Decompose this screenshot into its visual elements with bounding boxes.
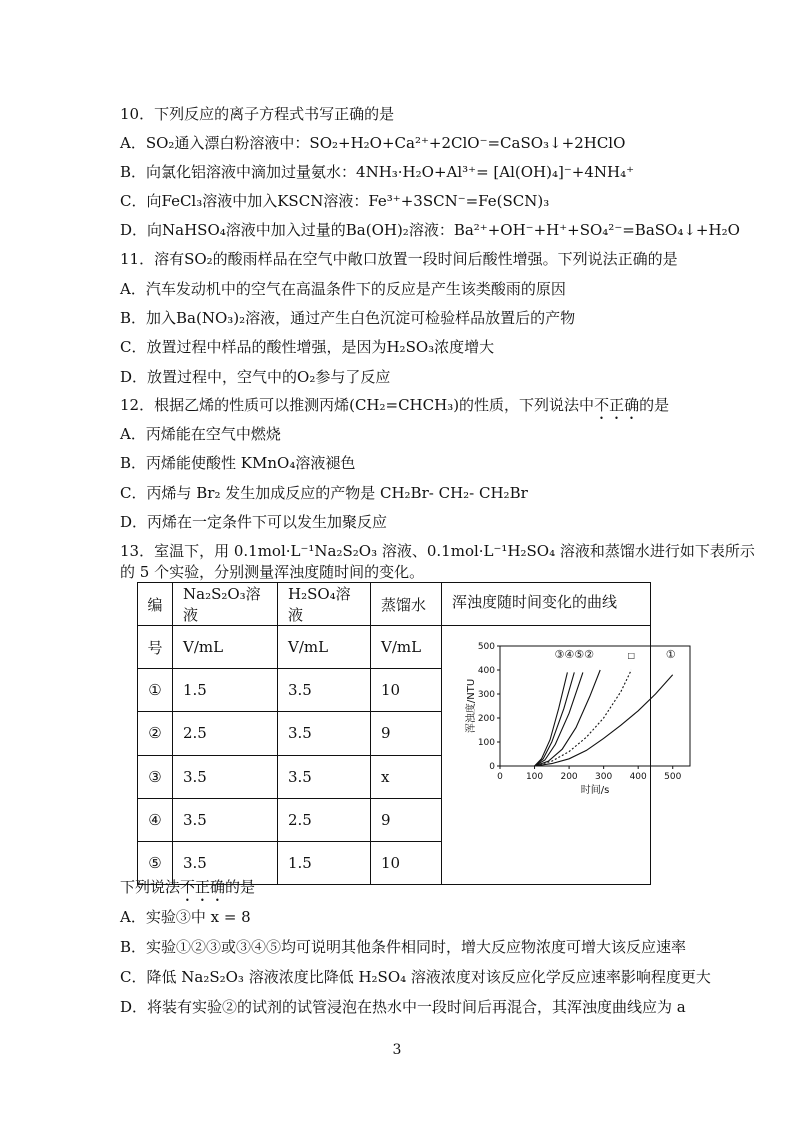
- row-3-h2so4: 3.5: [278, 755, 371, 798]
- page-number: 3: [392, 1042, 402, 1058]
- x-tick-label: 200: [560, 772, 578, 782]
- series-line-③: [500, 672, 567, 766]
- q10-option-b: B．向氯化铝溶液中滴加过量氨水：4NH₃·H₂O+Al³⁺= [Al(OH)₄]⁻+4NH₄⁺: [120, 163, 635, 181]
- q11-option-c: C．放置过程中样品的酸性增强，是因为H₂SO₃浓度增大: [120, 338, 495, 356]
- y-tick-label: 400: [477, 666, 495, 676]
- chart-header: 浑浊度随时间变化的曲线: [452, 593, 618, 611]
- series-line-①: [500, 675, 673, 766]
- x-tick-label: 400: [629, 772, 647, 782]
- x-axis-label: 时间/s: [580, 785, 610, 796]
- row-2-water: 9: [371, 712, 442, 755]
- y-tick-label: 500: [477, 642, 495, 652]
- q13-option-b: B．实验①②③或③④⑤均可说明其他条件相同时，增大反应物浓度可增大该反应速率: [120, 938, 687, 956]
- q10-option-d: D．向NaHSO₄溶液中加入过量的Ba(OH)₂溶液：Ba²⁺+OH⁻+H⁺+SO₄²⁻=BaSO₄↓+H₂O: [120, 221, 740, 239]
- table-header-na2s2o3: Na₂S₂O₃溶液: [173, 583, 278, 626]
- q11-option-b: B．加入Ba(NO₃)₂溶液，通过产生白色沉淀可检验样品放置后的产物: [120, 309, 576, 327]
- x-tick-label: 500: [664, 772, 682, 782]
- experiment-table: [137, 582, 682, 885]
- y-tick-label: 300: [477, 690, 495, 700]
- table-header-number: 编: [138, 583, 173, 626]
- table-header-water: 蒸馏水: [371, 583, 442, 626]
- row-1-h2so4: 3.5: [278, 669, 371, 712]
- x-tick-label: 100: [525, 772, 544, 782]
- q12-stem-pre: 12．根据乙烯的性质可以推测丙烯(CH₂=CHCH₃)的性质，下列说法中: [120, 396, 595, 414]
- q10-stem: 10．下列反应的离子方程式书写正确的是: [120, 105, 395, 123]
- series-line-a: [500, 670, 631, 766]
- y-tick-label: 100: [477, 738, 495, 748]
- row-2-id: ②: [138, 712, 173, 755]
- q12-option-a: A．丙烯能在空气中燃烧: [120, 425, 281, 443]
- series-a-end-marker: □: [627, 651, 636, 660]
- row-4-water: 9: [371, 798, 442, 841]
- turbidity-chart: [442, 626, 682, 884]
- q13-question-post: 的是: [225, 878, 256, 896]
- row-5-h2so4: 1.5: [278, 841, 371, 884]
- q12-option-d: D．丙烯在一定条件下可以发生加聚反应: [120, 513, 388, 531]
- x-tick-label: 0: [497, 772, 503, 782]
- series-label-group: ③④⑤②: [554, 648, 594, 661]
- x-tick-label: 300: [595, 772, 613, 782]
- y-axis-label: 浑浊度/NTU: [466, 678, 477, 734]
- row-1-na2s2o3: 1.5: [173, 669, 278, 712]
- q12-option-c: C．丙烯与 Br₂ 发生加成反应的产物是 CH₂Br- CH₂- CH₂Br: [120, 484, 528, 502]
- row-2-h2so4: 3.5: [278, 712, 371, 755]
- row-4-id: ④: [138, 798, 173, 841]
- q13-option-d: D．将装有实验②的试剂的试管浸泡在热水中一段时间后再混合，其浑浊度曲线应为 a: [120, 998, 686, 1016]
- q13-stem-line2: 的 5 个实验，分别测量浑浊度随时间的变化。: [120, 563, 425, 581]
- q13-option-a: A．实验③中 x = 8: [120, 908, 251, 926]
- q10-option-c: C．向FeCl₃溶液中加入KSCN溶液：Fe³⁺+3SCN⁻=Fe(SCN)₃: [120, 192, 550, 210]
- y-tick-label: 200: [477, 714, 495, 724]
- q13-question-emphasis: 不正确: [180, 878, 226, 896]
- row-5-id: ⑤: [138, 841, 173, 884]
- q11-option-d: D．放置过程中，空气中的O₂参与了反应: [120, 368, 391, 386]
- table-header-h2so4: H₂SO₄溶液: [278, 583, 371, 626]
- row-3-water: x: [371, 755, 442, 798]
- table-unit-water: V/mL: [371, 626, 442, 669]
- q11-stem: 11．溶有SO₂的酸雨样品在空气中敞口放置一段时间后酸性增强。下列说法正确的是: [120, 250, 678, 268]
- q13-option-c: C．降低 Na₂S₂O₃ 溶液浓度比降低 H₂SO₄ 溶液浓度对该反应化学反应速率影响程度更大: [120, 968, 711, 986]
- q12-stem: [120, 395, 669, 423]
- table-unit-na2s2o3: V/mL: [173, 626, 278, 669]
- y-tick-label: 0: [489, 762, 495, 772]
- q12-stem-post: 的是: [639, 396, 670, 414]
- row-3-na2s2o3: 3.5: [173, 755, 278, 798]
- row-5-na2s2o3: 3.5: [173, 841, 278, 884]
- chart-cell: [442, 583, 682, 885]
- row-1-id: ①: [138, 669, 173, 712]
- series-label-1: ①: [665, 648, 676, 661]
- row-4-h2so4: 2.5: [278, 798, 371, 841]
- plot-frame: [500, 646, 690, 766]
- q12-option-b: B．丙烯能使酸性 KMnO₄溶液褪色: [120, 454, 356, 472]
- q10-option-a: A．SO₂通入漂白粉溶液中：SO₂+H₂O+Ca²⁺+2ClO⁻=CaSO₃↓+2HClO: [120, 134, 626, 152]
- row-1-water: 10: [371, 669, 442, 712]
- row-4-na2s2o3: 3.5: [173, 798, 278, 841]
- q13-question-pre: 下列说法: [120, 878, 181, 896]
- row-2-na2s2o3: 2.5: [173, 712, 278, 755]
- row-3-id: ③: [138, 755, 173, 798]
- q13-question: [120, 877, 255, 905]
- series-line-④: [500, 672, 574, 766]
- q13-stem-line1: 13．室温下，用 0.1mol·L⁻¹Na₂S₂O₃ 溶液、0.1mol·L⁻¹H₂SO₄ 溶液和蒸馏水进行如下表所示: [120, 542, 755, 560]
- q12-stem-emphasis: 不正确: [594, 396, 640, 414]
- table-unit-h2so4: V/mL: [278, 626, 371, 669]
- row-5-water: 10: [371, 841, 442, 884]
- table-header-number-2: 号: [138, 626, 173, 669]
- q11-option-a: A．汽车发动机中的空气在高温条件下的反应是产生该类酸雨的原因: [120, 280, 566, 298]
- chart-area: [442, 625, 682, 884]
